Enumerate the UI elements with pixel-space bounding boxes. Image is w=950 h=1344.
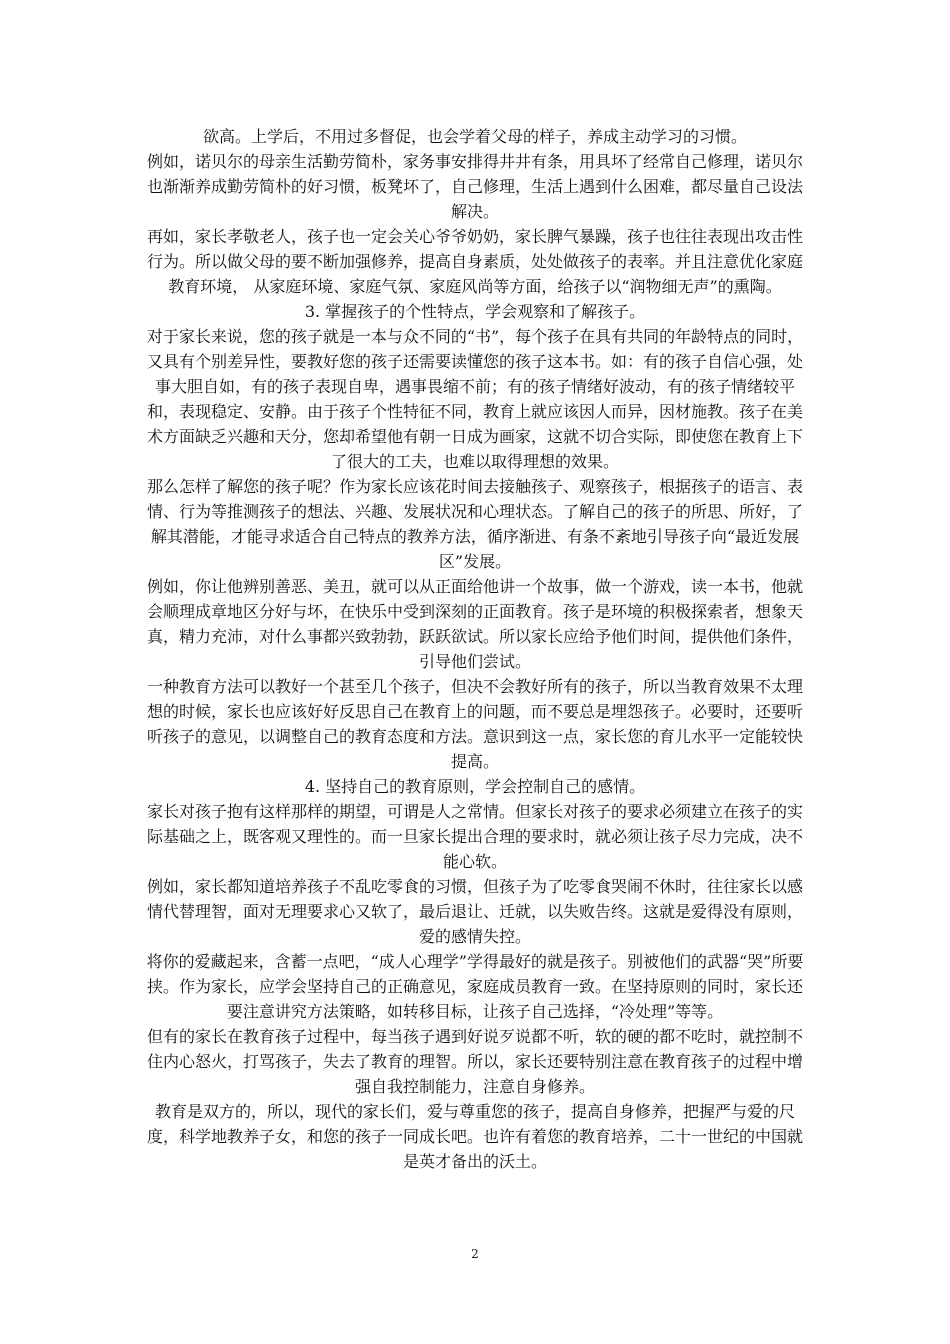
document-body xyxy=(140,124,810,1174)
paragraph: 例如，你让他辨别善恶、美丑，就可以从正面给他讲一个故事，做一个游戏，读一本书，他就会顺理成章地区分好与坏，在快乐中受到深刻的正面教育。孩子是环境的积极探索者，想象天真，精力充沛，对什么事都兴致勃勃，跃跃欲试。所以家长应给予他们时间，提供他们条件，引导他们尝试。 xyxy=(146,577,803,671)
section-heading: 4. 坚持自己的教育原则，学会控制自己的感情。 xyxy=(304,777,646,796)
paragraph: 那么怎样了解您的孩子呢？作为家长应该花时间去接触孩子、观察孩子，根据孩子的语言、表情、行为等推测孩子的想法、兴趣、发展状况和心理状态。了解自己的孩子的所思、所好，了解其潜能，才能寻求适合自己特点的教养方法，循序渐进、有条不紊地引导孩子向“最近发展区”发展。 xyxy=(146,477,803,571)
paragraph: 一种教育方法可以教好一个甚至几个孩子，但决不会教好所有的孩子，所以当教育效果不太理想的时候，家长也应该好好反思自己在教育上的问题，而不要总是埋怨孩子。必要时，还要听听孩子的意见，以调整自己的教育态度和方法。意识到这一点，家长您的育儿水平一定能较快提高。 xyxy=(146,677,803,771)
paragraph: 教育是双方的，所以，现代的家长们，爱与尊重您的孩子，提高自身修养，把握严与爱的尺度，科学地教养子女，和您的孩子一同成长吧。也许有着您的教育培养，二十一世纪的中国就是英才备出的沃土。 xyxy=(146,1102,803,1171)
paragraph: 欲高。上学后，不用过多督促，也会学着父母的样子，养成主动学习的习惯。 xyxy=(202,127,747,146)
paragraph: 再如，家长孝敬老人，孩子也一定会关心爷爷奶奶，家长脾气暴躁，孩子也往往表现出攻击性行为。所以做父母的要不断加强修养，提高自身素质，处处做孩子的表率。并且注意优化家庭教育环境， 从家庭环境、家庭气氛、家庭风尚等方面，给孩子以“润物细无声”的熏陶。 xyxy=(146,227,803,296)
page-number: 2 xyxy=(471,1247,479,1261)
paragraph: 对于家长来说，您的孩子就是一本与众不同的“书”，每个孩子在具有共同的年龄特点的同时，又具有个别差异性，要教好您的孩子还需要读懂您的孩子这本书。如：有的孩子自信心强，处事大胆自如，有的孩子表现自卑，遇事畏缩不前；有的孩子情绪好波动，有的孩子情绪较平和，表现稳定、安静。由于孩子个性特征不同，教育上就应该因人而异，因材施教。孩子在美术方面缺乏兴趣和天分，您却希望他有朝一日成为画家，这就不切合实际，即使您在教育上下了很大的工夫，也难以取得理想的效果。 xyxy=(146,327,804,471)
paragraph: 将你的爱藏起来，含蓄一点吧，“成人心理学”学得最好的就是孩子。别被他们的武器“哭”所要挟。作为家长，应学会坚持自己的正确意见，家庭成员教育一致。在坚持原则的同时，家长还要注意讲究方法策略，如转移目标，让孩子自己选择，“冷处理”等等。 xyxy=(146,952,804,1021)
section-heading: 3. 掌握孩子的个性特点，学会观察和了解孩子。 xyxy=(304,302,646,321)
paragraph: 家长对孩子抱有这样那样的期望，可谓是人之常情。但家长对孩子的要求必须建立在孩子的实际基础之上，既客观又理性的。而一旦家长提出合理的要求时，就必须让孩子尽力完成，决不能心软。 xyxy=(146,802,803,871)
paragraph: 但有的家长在教育孩子过程中，每当孩子遇到好说歹说都不听，软的硬的都不吃时，就控制不住内心怒火，打骂孩子，失去了教育的理智。所以，家长还要特别注意在教育孩子的过程中增强自我控制能力，注意自身修养。 xyxy=(146,1027,803,1096)
paragraph: 例如，家长都知道培养孩子不乱吃零食的习惯，但孩子为了吃零食哭闹不休时，往往家长以感情代替理智，面对无理要求心又软了，最后退让、迁就，以失败告终。这就是爱得没有原则，爱的感情失控。 xyxy=(146,877,803,946)
paragraph: 例如，诺贝尔的母亲生活勤劳简朴，家务事安排得井井有条，用具坏了经常自己修理，诺贝尔也渐渐养成勤劳简朴的好习惯，板凳坏了，自己修理，生活上遇到什么困难，都尽量自己设法解决。 xyxy=(146,152,803,221)
